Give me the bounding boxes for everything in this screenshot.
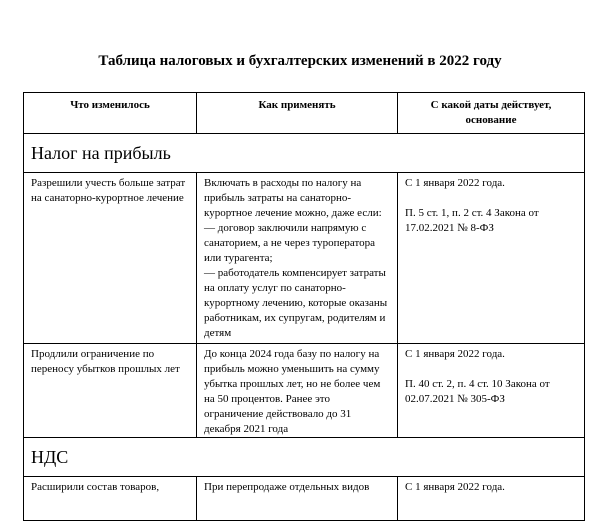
effective-date: С 1 января 2022 года. [405, 348, 505, 360]
effective-date: С 1 января 2022 года. [405, 481, 505, 493]
cell-date [398, 477, 585, 521]
legal-basis: П. 40 ст. 2, п. 4 ст. 10 Закона от 02.07.2021 № 305-ФЗ [405, 378, 550, 405]
cell-how [197, 344, 398, 438]
column-header-date: С какой даты действует, основание [398, 93, 585, 134]
column-header-how: Как применять [197, 93, 398, 134]
effective-date: С 1 января 2022 года. [405, 177, 505, 189]
how-paragraph: — работодатель компенсирует затраты на оплату услуг по санаторно-курортному лечению, которые оказаны работникам, их супругам, родителям и детям [204, 267, 388, 339]
cell-what: Разрешили учесть больше затрат на санаторно-курортное лечение [24, 173, 197, 344]
section-row [24, 438, 585, 477]
section-row [24, 134, 585, 173]
table-row [24, 477, 585, 521]
table-header-row [24, 93, 585, 134]
how-paragraph: — договор заключили напрямую с санаторием, а не через туроператора или турагента; [204, 222, 376, 264]
table-row [24, 173, 585, 344]
section-title-vat: НДС [24, 438, 585, 477]
section-title-profit-tax: Налог на прибыль [24, 134, 585, 173]
how-paragraph: До конца 2024 года базу по налогу на прибыль можно уменьшить на сумму убытка прошлых лет, но не более чем на 50 процентов. Ранее это ограничение действовало до 31 декабря 2021 года [204, 348, 381, 435]
cell-how [197, 477, 398, 521]
table-row [24, 344, 585, 438]
cell-date [398, 173, 585, 344]
how-paragraph: Включать в расходы по налогу на прибыль затраты на санаторно-курортное лечение можно, даже если: [204, 177, 382, 219]
how-paragraph: При перепродаже отдельных видов [204, 481, 370, 493]
column-header-what: Что изменилось [24, 93, 197, 134]
cell-what: Продлили ограничение по переносу убытков прошлых лет [24, 344, 197, 438]
cell-what: Расширили состав товаров, [24, 477, 197, 521]
cell-how [197, 173, 398, 344]
cell-date [398, 344, 585, 438]
document-title: Таблица налоговых и бухгалтерских изменений в 2022 году [98, 53, 502, 69]
legal-basis: П. 5 ст. 1, п. 2 ст. 4 Закона от 17.02.2021 № 8-ФЗ [405, 207, 539, 234]
tax-changes-table [23, 92, 585, 521]
